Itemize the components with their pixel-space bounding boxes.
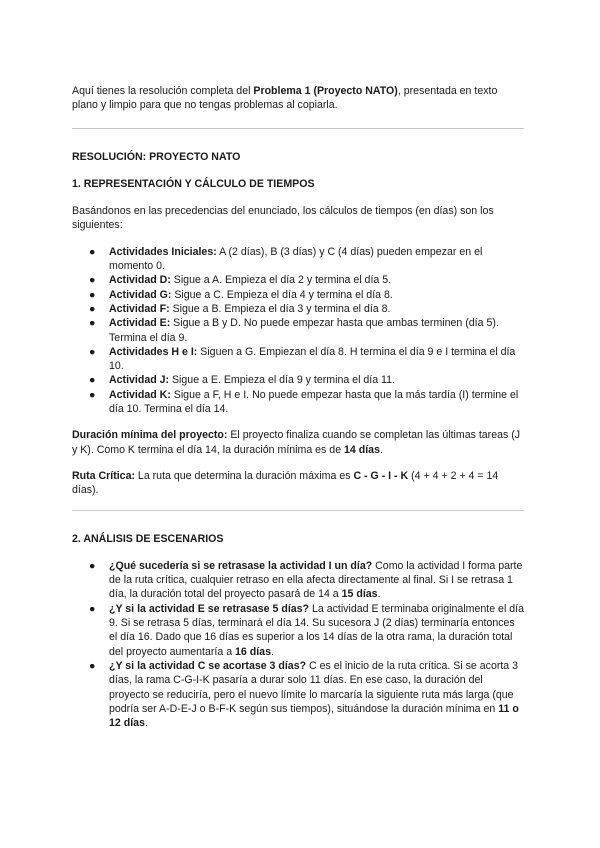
- item-text: A (2 días), B (3 días) y C (4 días) pueden empezar en el momento 0.: [109, 245, 483, 273]
- item-label: Actividad J:: [109, 374, 170, 387]
- item-text: La actividad E terminaba originalmente el día 9. Si se retrasa 5 días, terminará el día 14. Su sucesora J (2 días) terminaría entonces el día 16. Dado que 16 días es superior a los 14 días de la otra rama, la duración total del proyecto aumentaría a: [109, 602, 524, 658]
- document-title: RESOLUCIÓN: PROYECTO NATO: [72, 150, 241, 163]
- item-label: ¿Y si la actividad E se retrasase 5 días?: [109, 602, 310, 615]
- item-label: Actividad D:: [109, 274, 171, 287]
- item-label: Actividad K:: [109, 388, 171, 401]
- bullet-dot: ●: [89, 602, 96, 615]
- item-label: Actividad G:: [109, 288, 172, 301]
- list-item: [72, 345, 524, 374]
- item-text: Sigue a B. Empieza el día 3 y termina el día 8.: [169, 302, 391, 315]
- item-end: .: [377, 588, 381, 601]
- item-label: Actividad E:: [109, 317, 171, 330]
- duration-paragraph: [72, 428, 524, 457]
- item-end: .: [144, 717, 148, 730]
- bullet-dot: ●: [89, 659, 96, 672]
- intro-text-end: , presentada en texto plano y limpio para que no tengas problemas al copiarla.: [72, 85, 498, 112]
- item-value: 15 días: [341, 588, 378, 601]
- bullet-dot: ●: [89, 274, 96, 287]
- item-label: Actividad F:: [109, 302, 170, 315]
- critical-path-paragraph: [72, 469, 524, 498]
- scenarios-list: [72, 559, 524, 731]
- bullet-dot: ●: [89, 245, 96, 258]
- item-text: C es el inicio de la ruta crítica. Si se acorta 3 días, la rama C-G-I-K pasaría a durar solo 11 días. En ese caso, la duración del proyecto se reduciría, pero el nuevo límite lo marcaría la siguiente ruta más larga (que podría ser A-D-E-J o B-F-K según sus tiempos), situándose la duración mínima en: [109, 659, 519, 715]
- item-text: Siguen a G. Empiezan el día 8. H termina el día 9 e I termina el día 10.: [109, 345, 516, 373]
- item-value: 11 o 12 días: [109, 702, 519, 730]
- item-value: 16 días: [235, 645, 271, 658]
- list-item: [72, 559, 524, 602]
- intro-text: Aquí tienes la resolución completa del: [72, 85, 254, 97]
- item-text: Sigue a A. Empieza el día 2 y termina el día 5.: [170, 274, 392, 287]
- critical-end: (4 + 4 + 2 + 4 = 14 días).: [72, 469, 499, 497]
- item-label: Actividades Iniciales:: [109, 245, 217, 258]
- list-item: [72, 373, 524, 387]
- duration-text: El proyecto finaliza cuando se completan las últimas tareas (J y K). Como K termina el día 14, la duración mínima es de: [72, 429, 521, 456]
- critical-route: C - G - I - K: [353, 469, 409, 482]
- list-item: [72, 316, 524, 345]
- bullet-dot: ●: [89, 288, 96, 301]
- intro-bold: Problema 1 (Proyecto NATO): [253, 85, 398, 97]
- bullet-dot: ●: [89, 302, 96, 315]
- item-label: ¿Y si la actividad C se acortase 3 días?: [109, 659, 307, 672]
- list-item: [72, 288, 524, 302]
- list-item: [72, 388, 524, 417]
- list-item: [72, 273, 524, 287]
- item-text: Sigue a C. Empieza el día 4 y termina el día 8.: [171, 288, 393, 301]
- duration-value: 14 días: [344, 443, 380, 456]
- item-label: ¿Qué sucedería si se retrasase la actividad I un día?: [109, 559, 373, 572]
- critical-text: La ruta que determina la duración máxima es: [134, 469, 354, 482]
- activities-list: [72, 245, 524, 417]
- section1-lead: Basándonos en las precedencias del enunciado, los cálculos de tiempos (en días) son los siguientes:: [72, 205, 494, 232]
- bullet-dot: ●: [89, 345, 96, 358]
- list-item: [72, 602, 524, 659]
- bullet-dot: ●: [89, 317, 96, 330]
- section2-heading: 2. ANÁLISIS DE ESCENARIOS: [72, 532, 224, 545]
- list-item: [72, 302, 524, 316]
- divider: [72, 128, 524, 129]
- section1-heading: 1. REPRESENTACIÓN Y CÁLCULO DE TIEMPOS: [72, 177, 315, 190]
- divider: [72, 510, 524, 511]
- intro-paragraph: [72, 84, 524, 113]
- item-end: .: [270, 645, 274, 658]
- item-text: Como la actividad I forma parte de la ruta crítica, cualquier retraso en ella afecta directamente al final. Si I se retrasa 1 día, la duración total del proyecto pasará de 14 a: [109, 559, 523, 601]
- duration-label: Duración mínima del proyecto:: [72, 429, 228, 442]
- item-text: Sigue a E. Empieza el día 9 y termina el día 11.: [169, 374, 395, 387]
- duration-end: .: [379, 443, 383, 456]
- bullet-dot: ●: [89, 388, 96, 401]
- critical-label: Ruta Crítica:: [72, 469, 135, 482]
- bullet-dot: ●: [89, 559, 96, 572]
- item-text: Sigue a B y D. No puede empezar hasta que ambas terminen (día 5). Termina el día 9.: [109, 317, 499, 344]
- item-text: Sigue a F, H e I. No puede empezar hasta que la más tardía (I) termine el día 10. Termina el día 14.: [109, 388, 519, 416]
- item-label: Actividades H e I:: [109, 345, 198, 358]
- list-item: [72, 245, 524, 274]
- list-item: [72, 659, 524, 730]
- bullet-dot: ●: [89, 374, 96, 387]
